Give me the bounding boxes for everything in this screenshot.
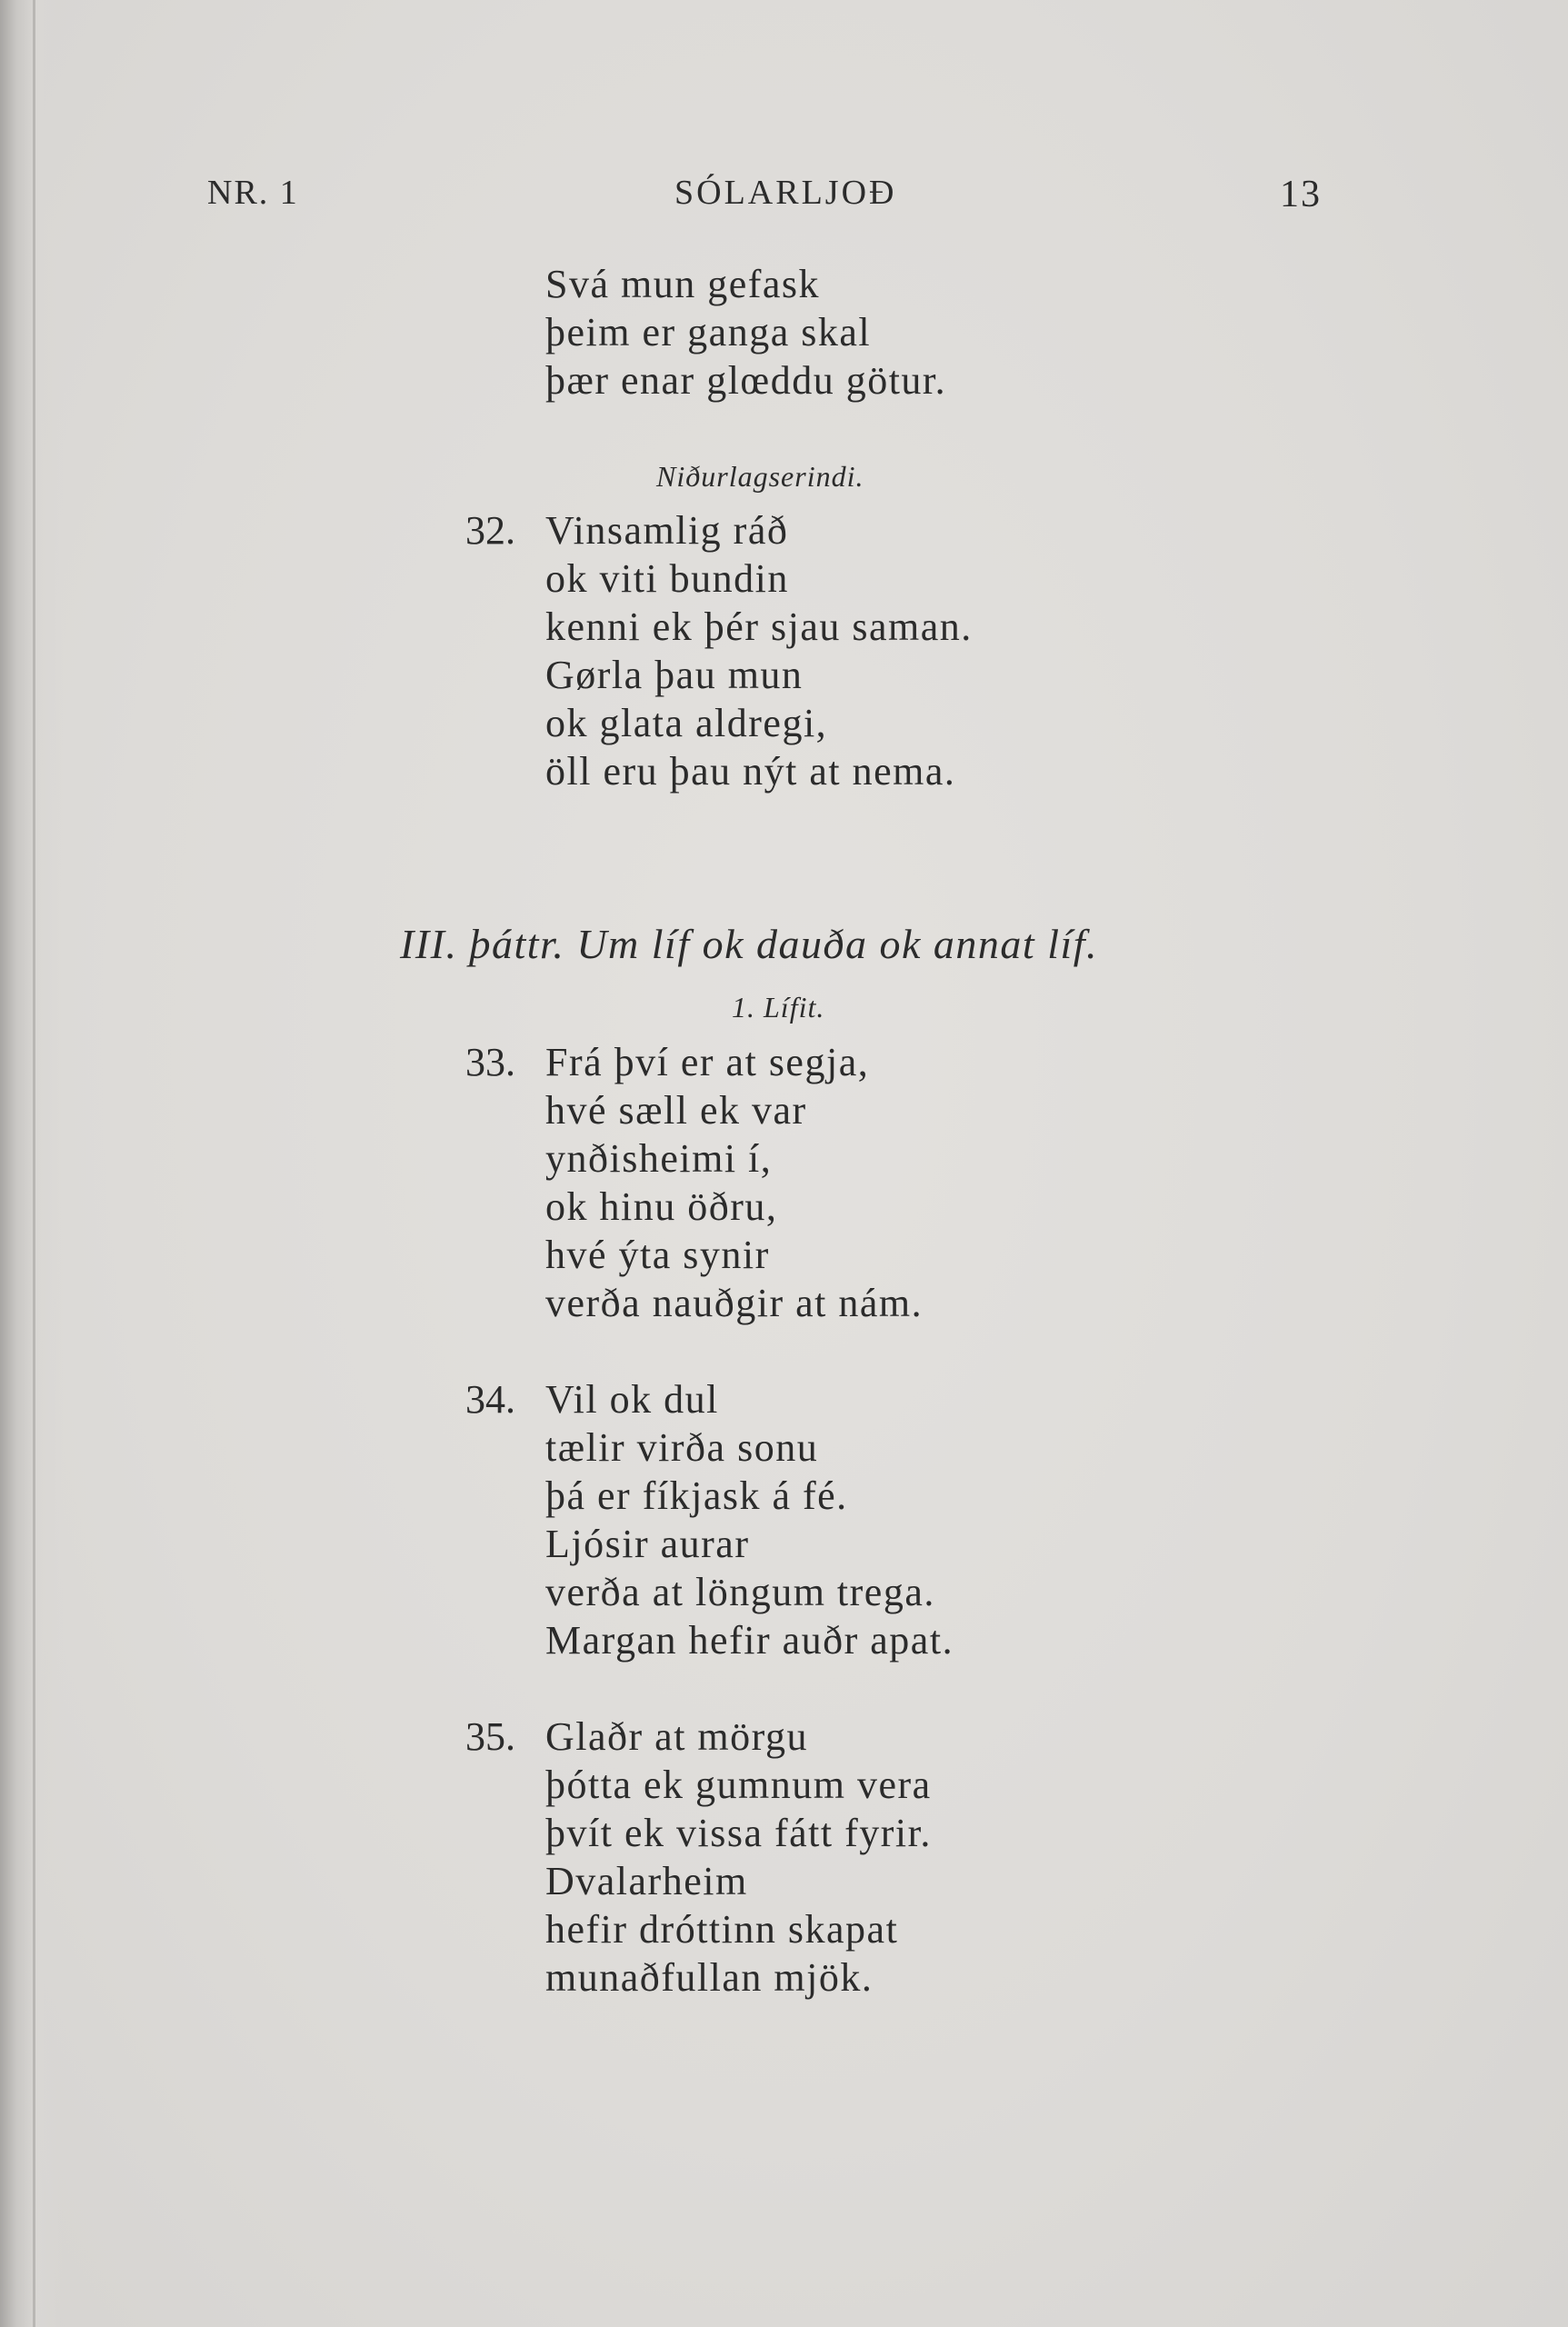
verse-line: þvít ek vissa fátt fyrir.: [545, 1811, 932, 1855]
stanza-number: 34.: [465, 1377, 515, 1422]
verse-line: hvé sæll ek var: [545, 1088, 807, 1133]
verse-line: Margan hefir auðr apat.: [545, 1618, 954, 1663]
verse-line: þeim er ganga skal: [545, 310, 872, 355]
verse-line: kenni ek þér sjau saman.: [545, 604, 973, 649]
page-number: 13: [1280, 174, 1322, 215]
verse-line: Ljósir aurar: [545, 1522, 750, 1566]
verse-line: þá er fíkjask á fé.: [545, 1473, 848, 1518]
running-header: [0, 173, 1568, 218]
verse-line: Glaðr at mörgu: [545, 1714, 809, 1759]
verse-line: ok hinu öðru,: [545, 1184, 778, 1229]
verse-line: þótta ek gumnum vera: [545, 1763, 932, 1807]
verse-line: öll eru þau nýt at nema.: [545, 749, 956, 794]
section-title: III. þáttr. Um líf ok dauða ok annat líf.: [400, 921, 1099, 967]
verse-line: ynðisheimi í,: [545, 1136, 773, 1181]
verse-line: verða nauðgir at nám.: [545, 1281, 924, 1325]
verse-line: þær enar glœddu götur.: [545, 358, 947, 403]
verse-line: verða at löngum trega.: [545, 1570, 935, 1614]
verse-line: Svá mun gefask: [545, 262, 821, 306]
verse-line: hvé ýta synir: [545, 1233, 770, 1277]
stanza-number: 32.: [465, 508, 515, 553]
page-gutter-line: [33, 0, 35, 2327]
verse-line: munaðfullan mjök.: [545, 1955, 874, 2000]
verse-line: ok viti bundin: [545, 556, 789, 601]
verse-line: Dvalarheim: [545, 1859, 748, 1903]
verse-line: Vinsamlig ráð: [545, 508, 789, 553]
header-issue-number: NR. 1: [207, 174, 299, 212]
header-title: SÓLARLJOÐ: [674, 174, 897, 212]
verse-line: tælir virða sonu: [545, 1425, 819, 1470]
book-spine-shadow: [0, 0, 64, 2327]
section-subtitle: 1. Lífit.: [732, 991, 825, 1024]
verse-line: hefir dróttinn skapat: [545, 1907, 899, 1952]
verse-line: Gørla þau mun: [545, 653, 804, 697]
closing-heading: Niðurlagserindi.: [656, 460, 864, 493]
verse-line: ok glata aldregi,: [545, 701, 828, 745]
verse-line: Frá því er at segja,: [545, 1040, 870, 1084]
verse-line: Vil ok dul: [545, 1377, 719, 1422]
stanza-number: 33.: [465, 1040, 515, 1084]
stanza-number: 35.: [465, 1714, 515, 1759]
